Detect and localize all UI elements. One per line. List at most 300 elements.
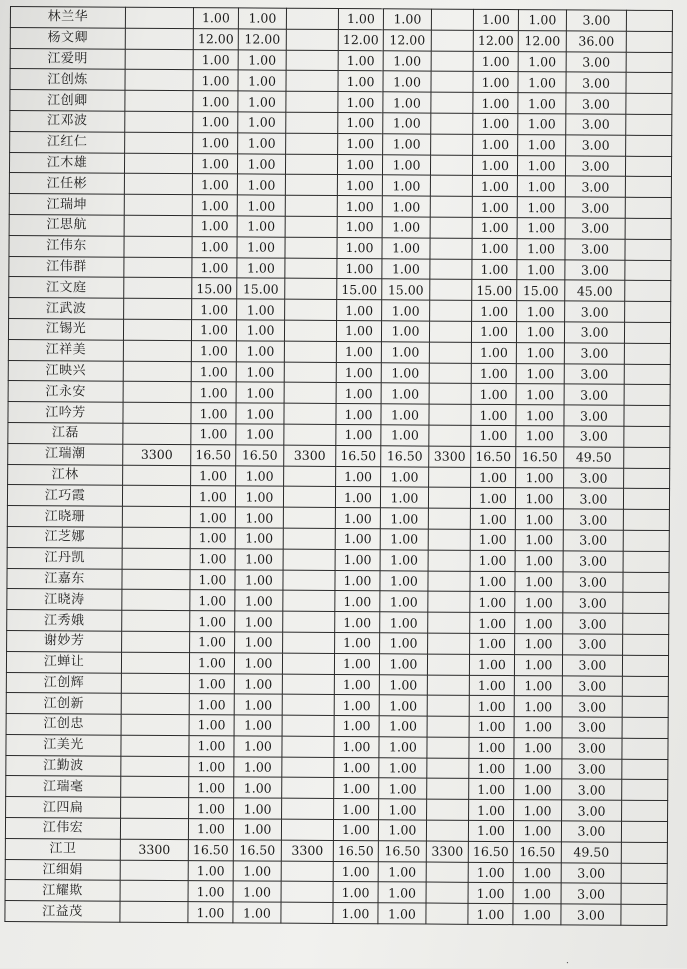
value-cell: 16.50: [333, 840, 378, 861]
value-cell: 1.00: [516, 405, 564, 426]
value-cell: 1.00: [379, 674, 427, 695]
value-cell: 1.00: [380, 570, 428, 591]
name-cell: 江四扁: [6, 797, 121, 818]
value-cell: [428, 591, 470, 612]
value-cell: 1.00: [333, 903, 378, 924]
value-cell: [283, 632, 335, 653]
value-cell: 1.00: [193, 132, 238, 153]
value-cell: [624, 447, 670, 468]
value-cell: 1.00: [236, 465, 284, 486]
value-cell: [624, 322, 670, 343]
value-cell: 1.00: [518, 10, 566, 31]
value-cell: [284, 424, 336, 445]
value-cell: [284, 383, 336, 404]
name-cell: 江益茂: [5, 901, 120, 922]
name-cell: 江任彬: [9, 173, 124, 194]
value-cell: 1.00: [515, 592, 563, 613]
value-cell: 3300: [123, 444, 191, 465]
value-cell: [284, 362, 336, 383]
value-cell: 1.00: [335, 591, 380, 612]
value-cell: 1.00: [238, 133, 286, 154]
value-cell: [428, 612, 470, 633]
value-cell: 1.00: [516, 322, 564, 343]
ledger-body: [5, 7, 673, 926]
value-cell: 1.00: [190, 569, 235, 590]
value-cell: 1.00: [471, 363, 516, 384]
value-cell: 1.00: [191, 424, 236, 445]
name-cell: 江思航: [9, 214, 124, 235]
value-cell: 1.00: [473, 113, 518, 134]
value-cell: 1.00: [235, 632, 283, 653]
value-cell: 1.00: [471, 321, 516, 342]
value-cell: 1.00: [337, 258, 382, 279]
value-cell: 1.00: [518, 134, 566, 155]
value-cell: 1.00: [383, 50, 431, 71]
name-cell: 林兰华: [10, 7, 125, 28]
value-cell: 1.00: [514, 696, 562, 717]
name-cell: 江磊: [8, 422, 123, 443]
value-cell: 16.50: [381, 446, 429, 467]
value-cell: [121, 797, 189, 818]
value-cell: [625, 301, 671, 322]
value-cell: 1.00: [515, 509, 563, 530]
value-cell: [125, 111, 193, 132]
value-cell: [124, 236, 192, 257]
name-cell: 江林: [8, 464, 123, 485]
value-cell: [622, 676, 668, 697]
value-cell: 12.00: [518, 30, 566, 51]
scan-mark: ·: [565, 957, 570, 969]
value-cell: [623, 509, 669, 530]
value-cell: 3.00: [564, 426, 624, 447]
value-cell: 3.00: [562, 738, 622, 759]
value-cell: [625, 260, 671, 281]
value-cell: [427, 675, 469, 696]
value-cell: [125, 28, 193, 49]
value-cell: 1.00: [191, 403, 236, 424]
value-cell: 12.00: [473, 30, 518, 51]
value-cell: 1.00: [517, 155, 565, 176]
value-cell: [623, 613, 669, 634]
value-cell: [427, 799, 469, 820]
value-cell: 1.00: [469, 716, 514, 737]
value-cell: 1.00: [234, 715, 282, 736]
value-cell: 1.00: [335, 632, 380, 653]
value-cell: 1.00: [236, 320, 284, 341]
value-cell: [121, 714, 189, 735]
value-cell: [428, 508, 470, 529]
value-cell: 1.00: [382, 238, 430, 259]
value-cell: [427, 758, 469, 779]
value-cell: 1.00: [378, 903, 426, 924]
value-cell: 16.50: [471, 446, 516, 467]
value-cell: [120, 818, 188, 839]
value-cell: 1.00: [515, 613, 563, 634]
name-cell: 江创忠: [6, 714, 121, 735]
name-cell: 江瑞坤: [9, 194, 124, 215]
value-cell: 1.00: [337, 216, 382, 237]
value-cell: [284, 403, 336, 424]
value-cell: 3.00: [564, 363, 624, 384]
value-cell: [286, 29, 338, 50]
name-cell: 江红仁: [10, 131, 125, 152]
value-cell: 1.00: [515, 530, 563, 551]
value-cell: 1.00: [382, 154, 430, 175]
value-cell: [623, 530, 669, 551]
value-cell: 3.00: [564, 322, 624, 343]
value-cell: [125, 49, 193, 70]
value-cell: 3300: [284, 445, 336, 466]
value-cell: 1.00: [190, 486, 235, 507]
value-cell: [282, 798, 334, 819]
name-cell: 江伟东: [9, 235, 124, 256]
value-cell: [624, 385, 670, 406]
value-cell: 1.00: [338, 50, 383, 71]
value-cell: [283, 487, 335, 508]
value-cell: [124, 153, 192, 174]
name-cell: 杨文卿: [10, 27, 125, 48]
value-cell: 1.00: [514, 758, 562, 779]
value-cell: [286, 8, 338, 29]
value-cell: [429, 467, 471, 488]
name-cell: 谢妙芳: [7, 630, 122, 651]
value-cell: 1.00: [516, 384, 564, 405]
name-cell: 江伟宏: [5, 818, 120, 839]
value-cell: 1.00: [237, 174, 285, 195]
value-cell: 1.00: [472, 300, 517, 321]
value-cell: 1.00: [191, 361, 236, 382]
value-cell: 1.00: [468, 862, 513, 883]
name-cell: 江映兴: [8, 360, 123, 381]
value-cell: [622, 717, 668, 738]
value-cell: 1.00: [335, 487, 380, 508]
value-cell: 1.00: [471, 467, 516, 488]
value-cell: [122, 486, 190, 507]
value-cell: 3.00: [563, 592, 623, 613]
value-cell: 3.00: [563, 551, 623, 572]
value-cell: 1.00: [383, 134, 431, 155]
value-cell: 1.00: [471, 384, 516, 405]
value-cell: 1.00: [379, 695, 427, 716]
value-cell: 1.00: [191, 465, 236, 486]
value-cell: 16.50: [336, 445, 381, 466]
value-cell: [428, 487, 470, 508]
value-cell: [286, 50, 338, 71]
value-cell: 1.00: [191, 320, 236, 341]
value-cell: 3300: [281, 840, 333, 861]
value-cell: 1.00: [471, 425, 516, 446]
value-cell: 3.00: [564, 405, 624, 426]
value-cell: [124, 194, 192, 215]
value-cell: 1.00: [468, 820, 513, 841]
value-cell: [124, 257, 192, 278]
value-cell: [282, 715, 334, 736]
value-cell: 1.00: [336, 362, 381, 383]
value-cell: [123, 402, 191, 423]
value-cell: [624, 468, 670, 489]
name-cell: 江巧霞: [7, 485, 122, 506]
value-cell: 1.00: [334, 695, 379, 716]
value-cell: [123, 361, 191, 382]
value-cell: [123, 319, 191, 340]
value-cell: 1.00: [469, 800, 514, 821]
value-cell: 3.00: [563, 613, 623, 634]
value-cell: 3.00: [561, 863, 621, 884]
value-cell: 1.00: [234, 757, 282, 778]
value-cell: 1.00: [473, 51, 518, 72]
value-cell: 1.00: [234, 653, 282, 674]
value-cell: [431, 92, 473, 113]
name-cell: 江蝉让: [6, 651, 121, 672]
value-cell: [429, 342, 471, 363]
value-cell: 3.00: [565, 155, 625, 176]
value-cell: 1.00: [381, 321, 429, 342]
value-cell: 36.00: [566, 31, 626, 52]
value-cell: 1.00: [515, 634, 563, 655]
value-cell: 3300: [120, 839, 188, 860]
value-cell: 16.50: [188, 839, 233, 860]
value-cell: [621, 905, 667, 926]
value-cell: 1.00: [337, 175, 382, 196]
value-cell: 1.00: [338, 92, 383, 113]
value-cell: [122, 527, 190, 548]
value-cell: [121, 652, 189, 673]
value-cell: 1.00: [192, 299, 237, 320]
value-cell: [429, 321, 471, 342]
name-cell: 江文庭: [9, 277, 124, 298]
value-cell: 1.00: [189, 735, 234, 756]
value-cell: 1.00: [191, 340, 236, 361]
value-cell: 15.00: [192, 278, 237, 299]
value-cell: 1.00: [470, 529, 515, 550]
value-cell: 1.00: [517, 259, 565, 280]
value-cell: 1.00: [383, 113, 431, 134]
value-cell: [431, 51, 473, 72]
value-cell: 1.00: [189, 673, 234, 694]
value-cell: 1.00: [514, 737, 562, 758]
value-cell: 1.00: [333, 861, 378, 882]
value-cell: 1.00: [237, 299, 285, 320]
value-cell: 1.00: [513, 904, 561, 925]
value-cell: 1.00: [383, 71, 431, 92]
value-cell: 15.00: [517, 280, 565, 301]
value-cell: 3.00: [565, 197, 625, 218]
value-cell: 1.00: [469, 737, 514, 758]
value-cell: 1.00: [515, 550, 563, 571]
value-cell: [626, 135, 672, 156]
value-cell: 1.00: [473, 134, 518, 155]
value-cell: 3.00: [562, 759, 622, 780]
value-cell: 1.00: [235, 507, 283, 528]
value-cell: 1.00: [235, 528, 283, 549]
value-cell: [283, 507, 335, 528]
value-cell: 3.00: [563, 634, 623, 655]
value-cell: 16.50: [516, 446, 564, 467]
value-cell: 3.00: [565, 218, 625, 239]
value-cell: [284, 320, 336, 341]
value-cell: 1.00: [379, 778, 427, 799]
value-cell: 1.00: [335, 549, 380, 570]
value-cell: [625, 156, 671, 177]
value-cell: 1.00: [472, 155, 517, 176]
value-cell: [623, 634, 669, 655]
value-cell: 1.00: [383, 9, 431, 30]
name-cell: 江武波: [9, 298, 124, 319]
value-cell: [122, 506, 190, 527]
table-row: [5, 901, 667, 926]
value-cell: 16.50: [233, 840, 281, 861]
value-cell: [426, 820, 468, 841]
value-cell: [429, 404, 471, 425]
value-cell: [122, 569, 190, 590]
value-cell: [428, 550, 470, 571]
value-cell: 1.00: [191, 382, 236, 403]
value-cell: 1.00: [234, 673, 282, 694]
value-cell: 1.00: [380, 549, 428, 570]
value-cell: 1.00: [378, 861, 426, 882]
value-cell: 1.00: [381, 342, 429, 363]
value-cell: 16.50: [513, 841, 561, 862]
value-cell: 1.00: [190, 548, 235, 569]
value-cell: 1.00: [234, 777, 282, 798]
value-cell: 1.00: [472, 176, 517, 197]
value-cell: [125, 90, 193, 111]
name-cell: 江丹凯: [7, 547, 122, 568]
value-cell: 15.00: [337, 279, 382, 300]
name-cell: 江创新: [6, 693, 121, 714]
value-cell: 1.00: [516, 467, 564, 488]
value-cell: 1.00: [189, 715, 234, 736]
value-cell: [624, 405, 670, 426]
value-cell: 1.00: [378, 882, 426, 903]
value-cell: [281, 882, 333, 903]
name-cell: 江瑞潮: [8, 443, 123, 464]
value-cell: 1.00: [237, 237, 285, 258]
value-cell: [430, 217, 472, 238]
value-cell: 1.00: [233, 881, 281, 902]
value-cell: 3.00: [565, 259, 625, 280]
value-cell: [120, 860, 188, 881]
value-cell: [121, 756, 189, 777]
value-cell: 3.00: [564, 343, 624, 364]
ledger-table: [4, 6, 673, 926]
name-cell: 江美光: [6, 734, 121, 755]
value-cell: 1.00: [234, 736, 282, 757]
name-cell: 江木雄: [9, 152, 124, 173]
value-cell: 1.00: [336, 320, 381, 341]
value-cell: [121, 673, 189, 694]
value-cell: 1.00: [379, 737, 427, 758]
value-cell: 49.50: [564, 447, 624, 468]
value-cell: 3.00: [564, 384, 624, 405]
value-cell: [626, 93, 672, 114]
value-cell: 1.00: [192, 236, 237, 257]
value-cell: 1.00: [238, 49, 286, 70]
value-cell: 1.00: [381, 362, 429, 383]
value-cell: 1.00: [514, 800, 562, 821]
name-cell: 江晓涛: [7, 589, 122, 610]
value-cell: 1.00: [382, 258, 430, 279]
value-cell: 12.00: [238, 29, 286, 50]
name-cell: 江瑞毫: [6, 776, 121, 797]
value-cell: [622, 655, 668, 676]
value-cell: 1.00: [235, 549, 283, 570]
value-cell: [285, 258, 337, 279]
value-cell: [624, 426, 670, 447]
value-cell: 1.00: [469, 758, 514, 779]
value-cell: 1.00: [470, 488, 515, 509]
value-cell: 1.00: [469, 675, 514, 696]
value-cell: 1.00: [471, 404, 516, 425]
value-cell: 3.00: [563, 571, 623, 592]
value-cell: 3.00: [562, 717, 622, 738]
value-cell: [621, 842, 667, 863]
value-cell: 1.00: [513, 862, 561, 883]
value-cell: [621, 884, 667, 905]
name-cell: 江创卿: [10, 90, 125, 111]
value-cell: 1.00: [469, 654, 514, 675]
value-cell: 1.00: [235, 611, 283, 632]
value-cell: 1.00: [514, 654, 562, 675]
value-cell: 1.00: [518, 51, 566, 72]
value-cell: 1.00: [515, 571, 563, 592]
value-cell: 3.00: [565, 239, 625, 260]
value-cell: 1.00: [513, 883, 561, 904]
value-cell: [283, 549, 335, 570]
value-cell: [120, 881, 188, 902]
value-cell: 1.00: [470, 612, 515, 633]
value-cell: [427, 779, 469, 800]
name-cell: 江永安: [8, 381, 123, 402]
value-cell: [285, 175, 337, 196]
value-cell: 1.00: [338, 112, 383, 133]
value-cell: 1.00: [192, 257, 237, 278]
value-cell: 1.00: [335, 528, 380, 549]
name-cell: 江吟芳: [8, 402, 123, 423]
value-cell: [283, 570, 335, 591]
value-cell: 1.00: [517, 218, 565, 239]
value-cell: 3.00: [562, 696, 622, 717]
value-cell: [283, 590, 335, 611]
value-cell: [124, 174, 192, 195]
value-cell: 1.00: [335, 612, 380, 633]
value-cell: 1.00: [379, 716, 427, 737]
value-cell: 1.00: [380, 591, 428, 612]
name-cell: 江芝娜: [7, 526, 122, 547]
value-cell: [281, 902, 333, 923]
value-cell: [427, 695, 469, 716]
value-cell: 1.00: [189, 652, 234, 673]
name-cell: 江爱明: [10, 48, 125, 69]
value-cell: 3.00: [562, 655, 622, 676]
value-cell: [431, 113, 473, 134]
value-cell: 1.00: [235, 486, 283, 507]
value-cell: 1.00: [188, 819, 233, 840]
value-cell: [283, 528, 335, 549]
value-cell: [426, 903, 468, 924]
value-cell: 1.00: [337, 300, 382, 321]
value-cell: [121, 777, 189, 798]
value-cell: [122, 610, 190, 631]
value-cell: 1.00: [336, 383, 381, 404]
value-cell: [122, 631, 190, 652]
value-cell: [123, 465, 191, 486]
value-cell: [626, 114, 672, 135]
value-cell: 15.00: [382, 279, 430, 300]
value-cell: 3.00: [561, 821, 621, 842]
value-cell: [622, 780, 668, 801]
value-cell: 1.00: [334, 778, 379, 799]
